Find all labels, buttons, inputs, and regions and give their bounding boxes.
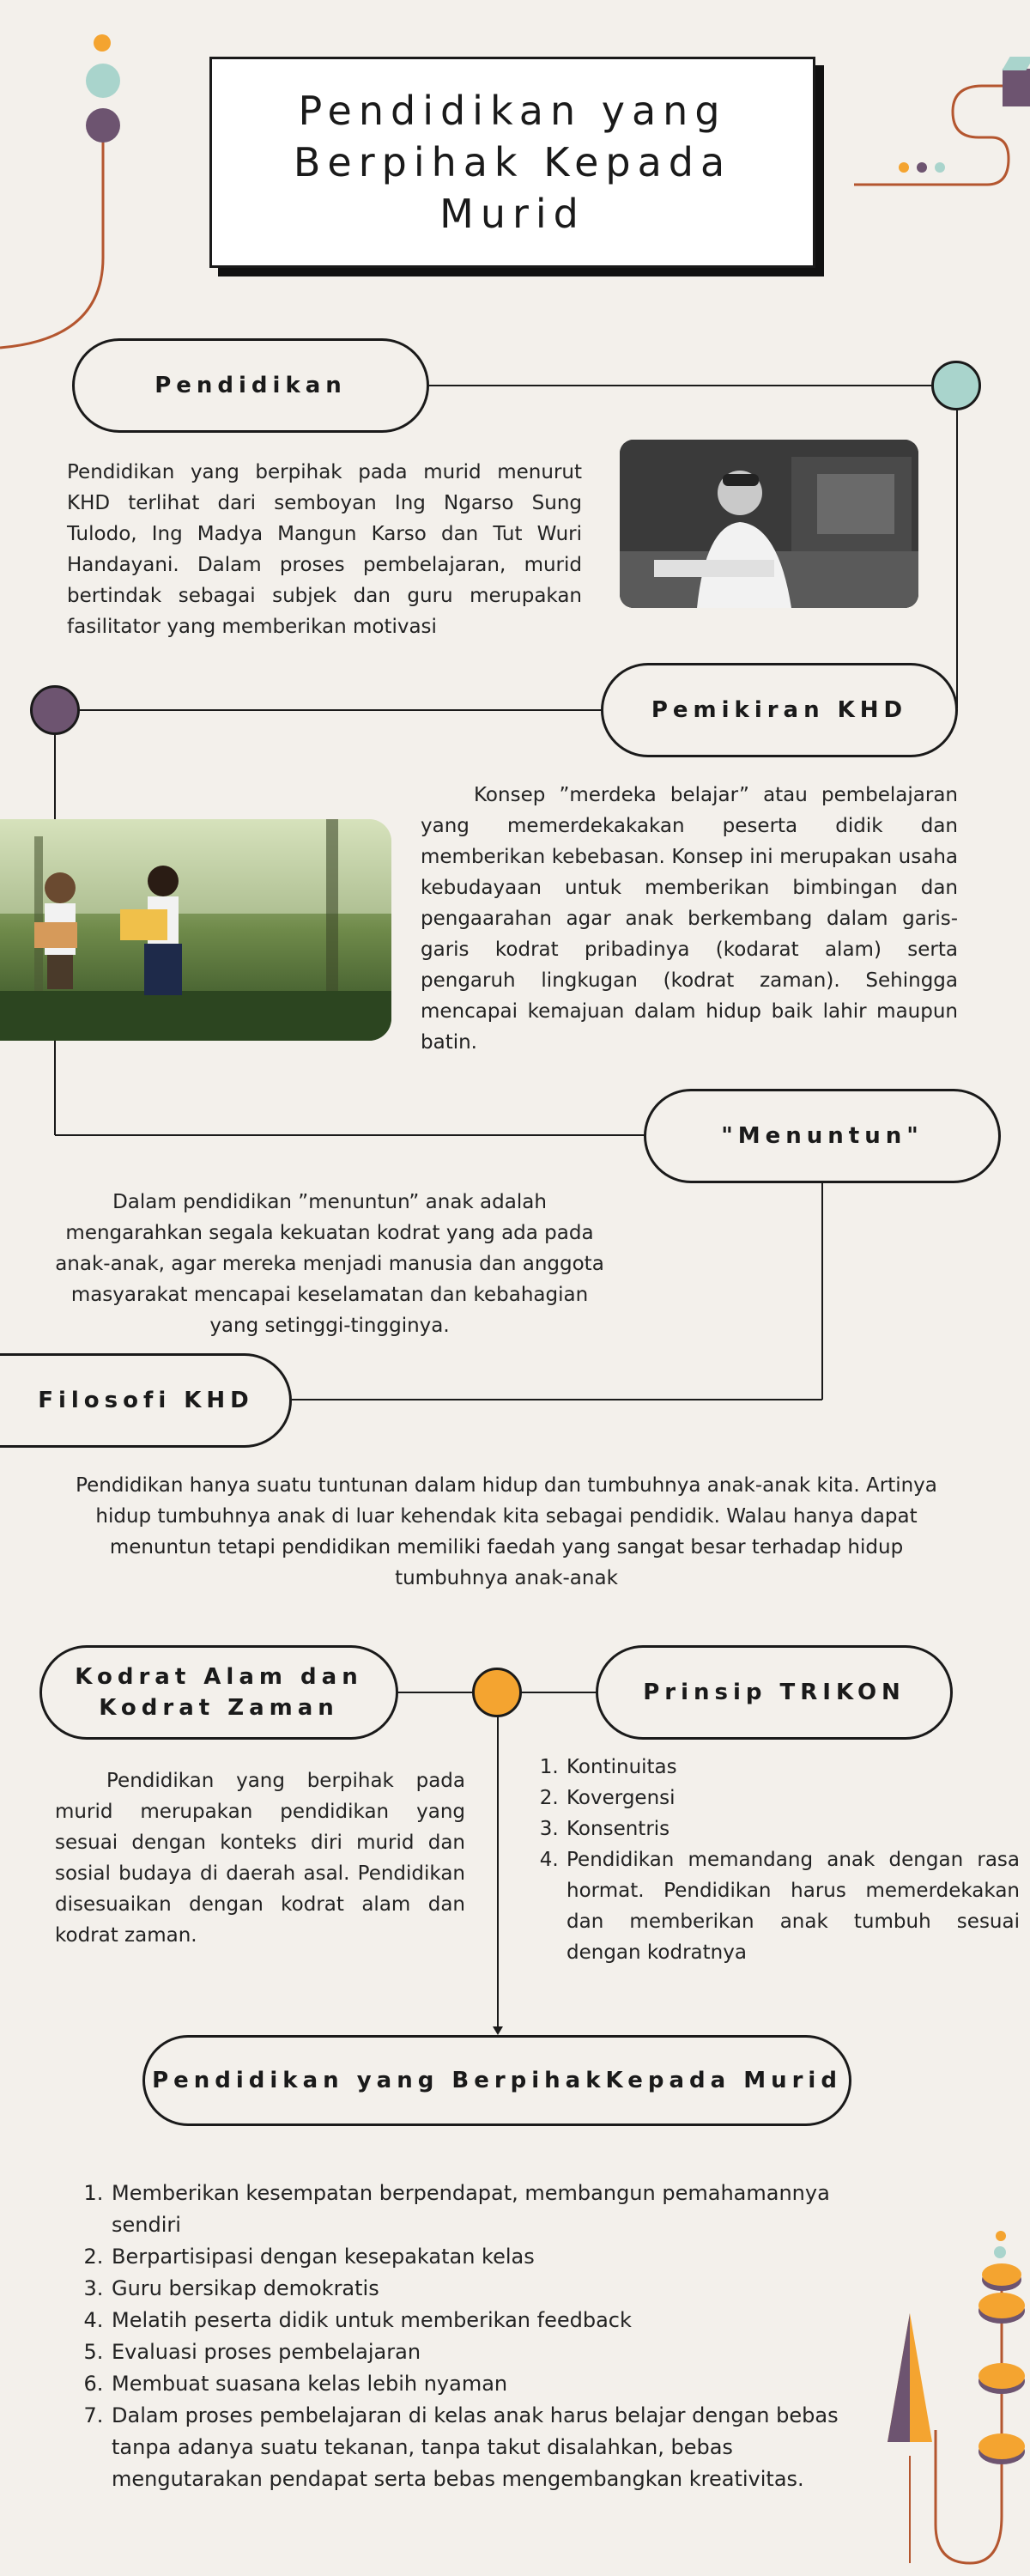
- decor-dot-teal: [86, 64, 120, 98]
- berpihak-item: 7. Dalam proses pembelajaran di kelas anak harus belajar dengan bebas tanpa adanya suatu tekanan, tanpa takut disalahkan, bebas mengutarakan pendapat serta bebas mengembangkan kreativitas.: [110, 2400, 863, 2495]
- pill-pendidikan: Pendidikan: [72, 338, 429, 433]
- decor-disc-1: [982, 2263, 1021, 2286]
- pill-menuntun: "Menuntun": [644, 1089, 1001, 1183]
- decor-small-dot-1: [899, 162, 909, 173]
- trikon-item: 3. Konsentris: [565, 1814, 1020, 1844]
- pill-pemikiran-khd: Pemikiran KHD: [601, 663, 958, 757]
- trikon-item: 4. Pendidikan memandang anak dengan rasa hormat. Pendidikan harus memerdekakan dan memberikan anak tumbuh sesuai dengan kodratnya: [565, 1844, 1020, 1968]
- title-box: [209, 57, 815, 268]
- berpihak-item: 5. Evaluasi proses pembelajaran: [110, 2336, 863, 2368]
- photo-khd: [620, 440, 918, 608]
- trikon-item: 2. Kovergensi: [565, 1783, 1020, 1814]
- pill-prinsip-trikon: Prinsip TRIKON: [596, 1645, 953, 1740]
- pill-pendidikan-berpihak: Pendidikan yang BerpihakKepada Murid: [142, 2035, 851, 2126]
- berpihak-item: 2. Berpartisipasi dengan kesepakatan kelas: [110, 2241, 863, 2273]
- connector-dot-orange: [472, 1668, 522, 1717]
- trikon-item: 1. Kontinuitas: [565, 1752, 1020, 1783]
- decor-cube: [1003, 69, 1030, 106]
- pill-filosofi-khd: Filosofi KHD: [0, 1353, 292, 1448]
- decor-dot-top: [996, 2231, 1006, 2241]
- berpihak-item: 1. Memberikan kesempatan berpendapat, membangun pemahamannya sendiri: [110, 2178, 863, 2241]
- page-title: Pendidikan yang Berpihak Kepada Murid: [293, 88, 732, 237]
- photo-children-reading: [0, 819, 391, 1041]
- berpihak-item: 4. Melatih peserta didik untuk memberikan feedback: [110, 2305, 863, 2336]
- pemikiran-text-content: Konsep ”merdeka belajar” atau pembelajaran yang memerdekakakan peserta didik dan memberikan kebebasan. Konsep ini merupakan usaha kebudayaan untuk memberikan bimbingan dan pengaarahan agar anak berkembang dalam garis-garis kodrat pribadinya (kodarat alam) serta pengaruh lingkugan (kodrat zaman). Sehingga mencapai kemajuan dalam hidup baik lahir maupun batin.: [421, 784, 958, 1054]
- berpihak-item: 6. Membuat suasana kelas lebih nyaman: [110, 2368, 863, 2400]
- kodrat-text-content: Pendidikan yang berpihak pada murid merupakan pendidikan yang sesuai dengan konteks diri murid dan sosial budaya di daerah asal. Pendidikan disesuaikan dengan kodrat alam dan kodrat zaman.: [55, 1770, 465, 1947]
- pendidikan-text: Pendidikan yang berpihak pada murid menurut KHD terlihat dari semboyan Ing Ngarso Sung Tulodo, Ing Madya Mangun Karso dan Tut Wuri Handayani. Dalam proses pembelajaran, murid bertindak sebagai subjek dan guru merupakan fasilitator yang memberikan motivasi: [67, 461, 582, 638]
- filosofi-text: Pendidikan hanya suatu tuntunan dalam hidup dan tumbuhnya anak-anak kita. Artinya hidup tumbuhnya anak di luar kehendak kita sebagai pendidik. Walau hanya dapat menuntun tetapi pendidikan memiliki faedah yang sangat besar terhadap hidup tumbuhnya anak-anak: [76, 1474, 937, 1589]
- menuntun-text: Dalam pendidikan ”menuntun” anak adalah mengarahkan segala kekuatan kodrat yang ada pada anak-anak, agar mereka menjadi manusia dan anggota masyarakat mencapai keselamatan dan kebahagian yang setinggi-tingginya.: [55, 1191, 604, 1337]
- trikon-list: [546, 1752, 1020, 1968]
- pill-kodrat: Kodrat Alam dan Kodrat Zaman: [39, 1645, 398, 1740]
- decor-small-dot-2: [917, 162, 927, 173]
- berpihak-item: 3. Guru bersikap demokratis: [110, 2273, 863, 2305]
- berpihak-list: [91, 2178, 863, 2495]
- kodrat-text: [55, 1765, 465, 1951]
- decor-disc-4: [978, 2433, 1025, 2459]
- decor-cone-shadow: [888, 2313, 910, 2442]
- decor-disc-3: [978, 2363, 1025, 2389]
- decor-dot-orange: [94, 34, 111, 52]
- decor-dot-purple: [86, 108, 120, 143]
- pemikiran-text: [421, 780, 958, 1058]
- connector-dot-teal: [931, 361, 981, 410]
- decor-small-dot-3: [935, 162, 945, 173]
- connector-dot-purple: [30, 685, 80, 735]
- decor-disc-2: [978, 2293, 1025, 2318]
- decor-dot-teal-small: [994, 2246, 1006, 2258]
